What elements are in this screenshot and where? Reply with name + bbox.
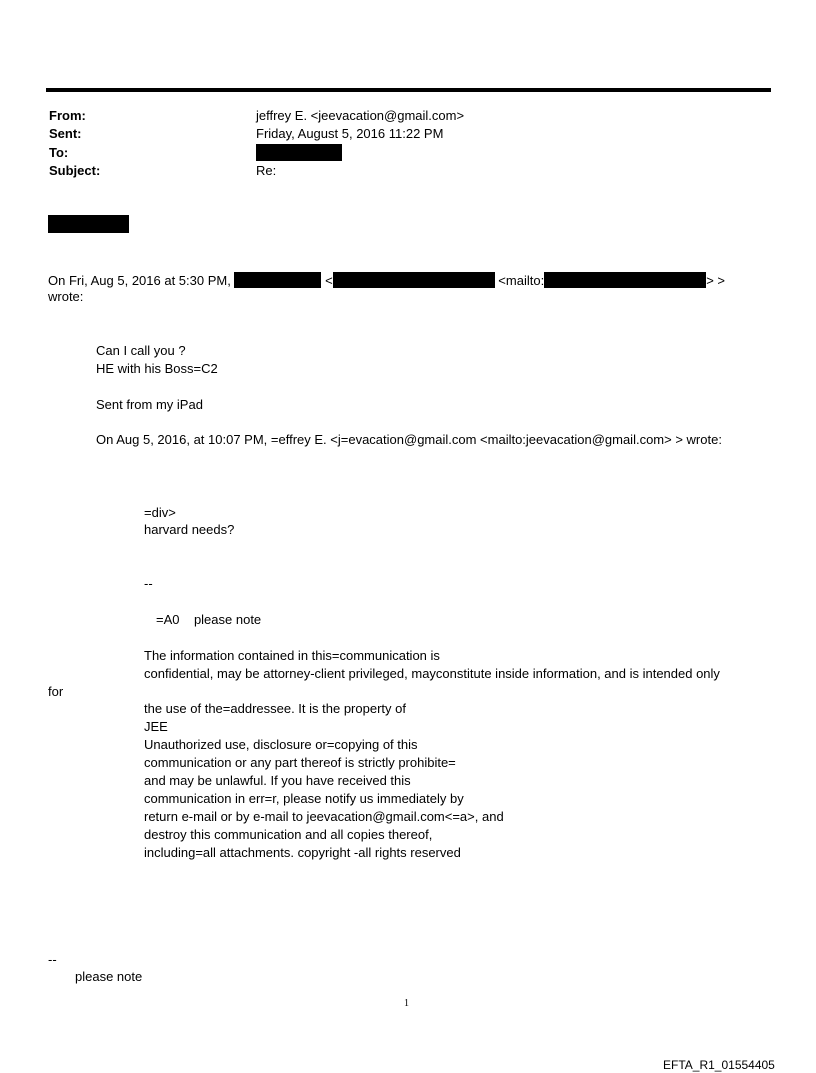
sent-label: Sent: (49, 126, 82, 141)
disclaimer-line: confidential, may be attorney-client privileged, mayconstitute inside information, and is intended only (144, 666, 720, 681)
salutation-redaction (48, 215, 129, 233)
message1-line1: Can I call you ? (96, 343, 186, 358)
disclaimer-line: return e-mail or by e-mail to jeevacation@gmail.com<=a>, and (144, 809, 504, 824)
disclaimer-line: including=all attachments. copyright -all rights reserved (144, 845, 461, 860)
reply-quote-mailto: <mailto: (498, 273, 545, 288)
message1-quote-header: On Aug 5, 2016, at 10:07 PM, =effrey E. <j=evacation@gmail.com <mailto:jeevacation@gmail.com> > wrote: (96, 432, 722, 447)
sent-value: Friday, August 5, 2016 11:22 PM (256, 126, 444, 141)
disclaimer-line: JEE (144, 719, 168, 734)
disclaimer-line: Unauthorized use, disclosure or=copying of this (144, 737, 418, 752)
message1-signature: Sent from my iPad (96, 397, 203, 412)
reply-quote-header (48, 272, 725, 289)
subject-label: Subject: (49, 163, 101, 178)
disclaimer-line: The information contained in this=communication is (144, 648, 440, 663)
reply-quote-lt: < (325, 273, 333, 288)
to-redaction (256, 144, 342, 161)
sender-email-redaction (333, 272, 495, 288)
footer-note: please note (75, 969, 143, 984)
header-rule (46, 88, 771, 92)
bates-number: EFTA_R1_01554405 (663, 1058, 775, 1072)
disclaimer-line: communication or any part thereof is strictly prohibite= (144, 755, 456, 770)
footer-separator: -- (48, 952, 57, 967)
subject-value: Re: (256, 163, 277, 178)
sender-name-redaction (234, 272, 321, 288)
message2-separator: -- (144, 576, 153, 591)
message2-note: =A0 please note (156, 612, 262, 627)
disclaimer-line: and may be unlawful. If you have received this (144, 773, 411, 788)
message2-question: harvard needs? (144, 522, 235, 537)
disclaimer-line: destroy this communication and all copies thereof, (144, 827, 433, 842)
from-label: From: (49, 108, 86, 123)
message1-line2: HE with his Boss=C2 (96, 361, 218, 376)
message2-div-tag: =div> (144, 505, 176, 520)
page-number: 1 (404, 998, 409, 1009)
disclaimer-line: the use of the=addressee. It is the property of (144, 701, 406, 716)
reply-quote-close: > > (706, 273, 725, 288)
disclaimer-line: for (48, 684, 64, 699)
mailto-redaction (544, 272, 706, 288)
from-value: jeffrey E. <jeevacation@gmail.com> (256, 108, 465, 123)
disclaimer-line: communication in err=r, please notify us immediately by (144, 791, 464, 806)
to-label: To: (49, 145, 69, 160)
reply-quote-wrote: wrote: (48, 289, 84, 304)
reply-quote-text: On Fri, Aug 5, 2016 at 5:30 PM, (48, 273, 231, 288)
